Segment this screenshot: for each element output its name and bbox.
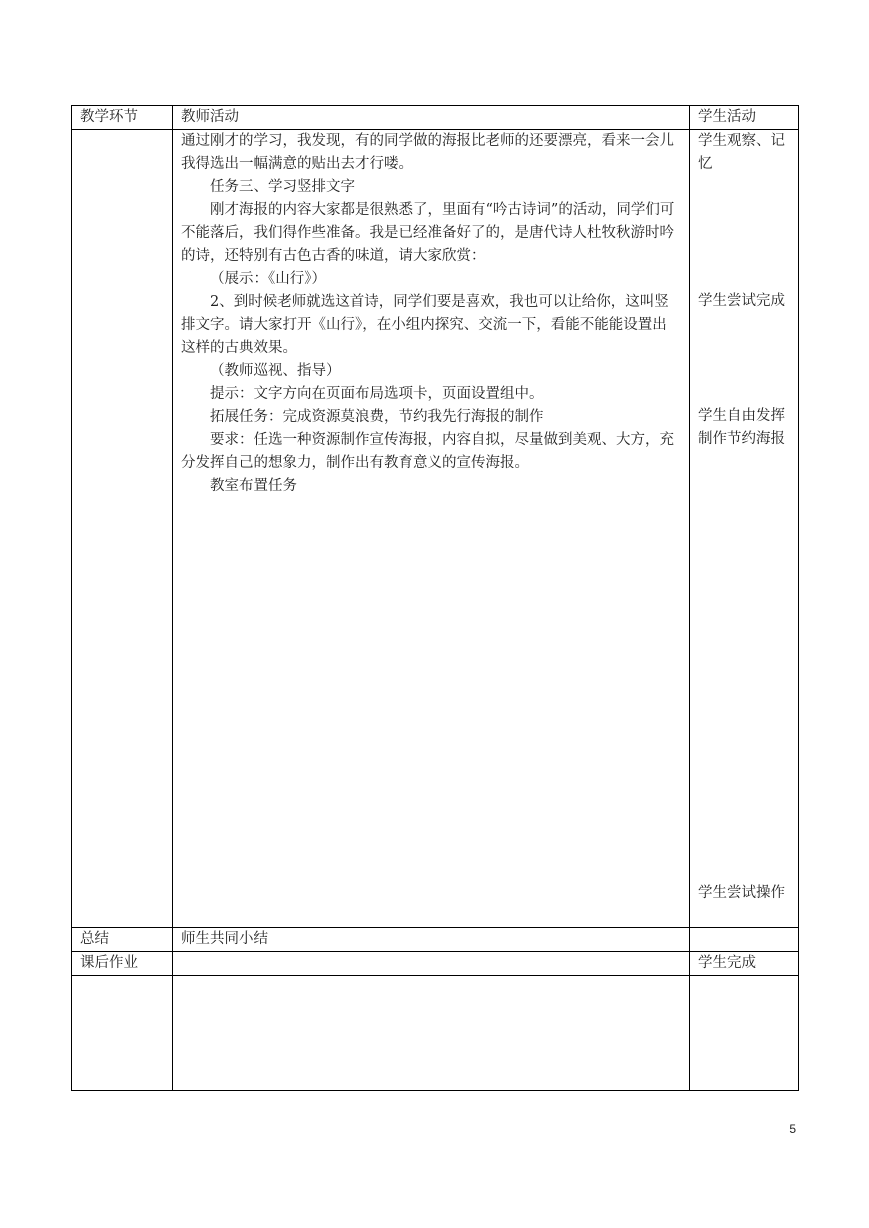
teacher-activity-cell: 师生共同小结 bbox=[173, 928, 690, 952]
teacher-paragraph: 2、到时候老师就选这首诗，同学们要是喜欢，我也可以让给你，这叫竖排文字。请大家打开《山行》，在小组内探究、交流一下，看能不能能设置出这样的古典效果。 bbox=[181, 294, 669, 356]
student-activity-cell bbox=[690, 976, 799, 1091]
stage-cell bbox=[72, 130, 173, 928]
header-teacher-activity: 教师活动 bbox=[173, 106, 690, 130]
table-row-main bbox=[72, 130, 799, 928]
teacher-paragraph: （展示：《山行》） bbox=[210, 271, 326, 287]
header-stage: 教学环节 bbox=[72, 106, 173, 130]
teacher-paragraph: 拓展任务：完成资源莫浪费，节约我先行海报的制作 bbox=[210, 409, 544, 425]
teacher-activity-cell bbox=[173, 976, 690, 1091]
student-activity-item: 学生尝试完成 bbox=[698, 293, 785, 309]
teacher-paragraph: （教师巡视、指导） bbox=[210, 363, 341, 379]
stage-cell: 总结 bbox=[72, 928, 173, 952]
table-header-row bbox=[72, 106, 799, 130]
student-activity-item: 学生观察、记忆 bbox=[698, 133, 785, 172]
table-row-empty bbox=[72, 976, 799, 1091]
stage-cell: 课后作业 bbox=[72, 952, 173, 976]
student-activity-cell: 学生完成 bbox=[690, 952, 799, 976]
student-activity-item: 学生尝试操作 bbox=[698, 885, 785, 901]
table-row-homework bbox=[72, 952, 799, 976]
table-row-summary bbox=[72, 928, 799, 952]
teacher-paragraph: 刚才海报的内容大家都是很熟悉了，里面有“吟古诗词”的活动，同学们可不能落后，我们得作些准备。我是已经准备好了的，是唐代诗人杜牧秋游时吟的诗，还特别有古色古香的味道，请大家欣赏： bbox=[181, 202, 675, 264]
header-student-activity: 学生活动 bbox=[690, 106, 799, 130]
teacher-paragraph: 任务三、学习竖排文字 bbox=[210, 179, 355, 195]
stage-cell bbox=[72, 976, 173, 1091]
teacher-paragraph: 通过刚才的学习，我发现，有的同学做的海报比老师的还要漂亮，看来一会儿我得选出一幅满意的贴出去才行喽。 bbox=[181, 133, 674, 172]
teacher-activity-cell bbox=[173, 130, 690, 928]
student-activity-item: 学生自由发挥制作节约海报 bbox=[698, 408, 785, 447]
teacher-paragraph: 要求：任选一种资源制作宣传海报，内容自拟，尽量做到美观、大方，充分发挥自己的想象力，制作出有教育意义的宣传海报。 bbox=[181, 432, 674, 471]
teacher-activity-cell bbox=[173, 952, 690, 976]
teacher-paragraph: 提示：文字方向在页面布局选项卡，页面设置组中。 bbox=[210, 386, 544, 402]
page-number: 5 bbox=[789, 1122, 796, 1136]
student-activity-cell bbox=[690, 130, 799, 928]
lesson-plan-table bbox=[71, 105, 799, 1091]
teacher-paragraph: 教室布置任务 bbox=[210, 478, 297, 494]
student-activity-cell bbox=[690, 928, 799, 952]
